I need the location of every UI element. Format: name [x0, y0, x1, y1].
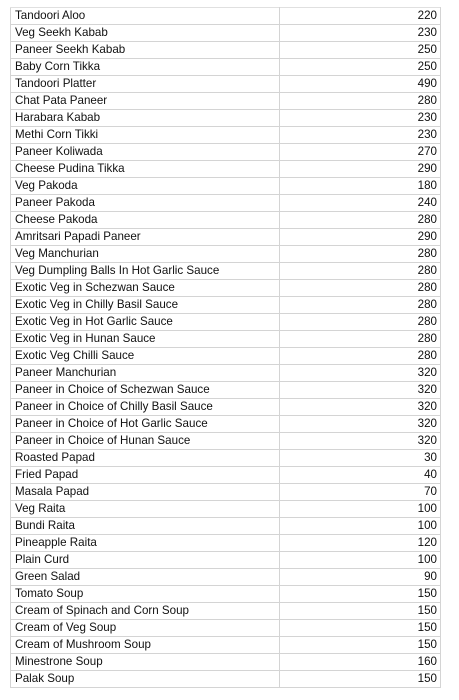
menu-item-price: 280 — [280, 212, 441, 229]
table-row — [11, 603, 441, 620]
menu-item-name: Cheese Pakoda — [11, 212, 280, 229]
menu-item-name: Tandoori Platter — [11, 76, 280, 93]
menu-item-name: Cream of Spinach and Corn Soup — [11, 603, 280, 620]
table-row — [11, 59, 441, 76]
menu-item-name: Plain Curd — [11, 552, 280, 569]
menu-item-price: 320 — [280, 365, 441, 382]
menu-item-price: 270 — [280, 144, 441, 161]
table-row — [11, 93, 441, 110]
menu-item-name: Baby Corn Tikka — [11, 59, 280, 76]
menu-item-price: 250 — [280, 42, 441, 59]
menu-item-name: Fried Papad — [11, 467, 280, 484]
menu-table — [10, 7, 441, 688]
table-row — [11, 246, 441, 263]
menu-item-price: 280 — [280, 280, 441, 297]
menu-item-name: Exotic Veg in Schezwan Sauce — [11, 280, 280, 297]
table-row — [11, 314, 441, 331]
menu-item-price: 290 — [280, 161, 441, 178]
table-row — [11, 127, 441, 144]
menu-item-price: 120 — [280, 535, 441, 552]
table-row — [11, 501, 441, 518]
menu-item-price: 230 — [280, 127, 441, 144]
menu-item-price: 90 — [280, 569, 441, 586]
menu-item-name: Tandoori Aloo — [11, 8, 280, 25]
menu-item-price: 160 — [280, 654, 441, 671]
menu-item-name: Paneer Pakoda — [11, 195, 280, 212]
menu-item-price: 230 — [280, 110, 441, 127]
menu-item-price: 490 — [280, 76, 441, 93]
menu-item-price: 320 — [280, 433, 441, 450]
table-row — [11, 212, 441, 229]
table-row — [11, 552, 441, 569]
menu-item-name: Methi Corn Tikki — [11, 127, 280, 144]
menu-item-name: Paneer Koliwada — [11, 144, 280, 161]
menu-item-name: Cream of Mushroom Soup — [11, 637, 280, 654]
menu-item-price: 150 — [280, 637, 441, 654]
menu-item-name: Pineapple Raita — [11, 535, 280, 552]
menu-item-name: Amritsari Papadi Paneer — [11, 229, 280, 246]
menu-item-name: Paneer Manchurian — [11, 365, 280, 382]
menu-table-body — [11, 8, 441, 688]
menu-item-name: Exotic Veg in Chilly Basil Sauce — [11, 297, 280, 314]
menu-item-price: 320 — [280, 382, 441, 399]
menu-item-price: 290 — [280, 229, 441, 246]
menu-item-price: 320 — [280, 416, 441, 433]
table-row — [11, 331, 441, 348]
menu-item-price: 40 — [280, 467, 441, 484]
menu-item-price: 280 — [280, 314, 441, 331]
menu-item-name: Paneer Seekh Kabab — [11, 42, 280, 59]
table-row — [11, 671, 441, 688]
menu-item-name: Harabara Kabab — [11, 110, 280, 127]
menu-item-name: Cheese Pudina Tikka — [11, 161, 280, 178]
menu-item-name: Chat Pata Paneer — [11, 93, 280, 110]
table-row — [11, 348, 441, 365]
menu-item-price: 150 — [280, 671, 441, 688]
menu-item-name: Exotic Veg Chilli Sauce — [11, 348, 280, 365]
menu-item-price: 100 — [280, 501, 441, 518]
menu-item-price: 280 — [280, 246, 441, 263]
menu-item-name: Bundi Raita — [11, 518, 280, 535]
table-row — [11, 42, 441, 59]
menu-item-price: 230 — [280, 25, 441, 42]
table-row — [11, 518, 441, 535]
menu-item-name: Exotic Veg in Hunan Sauce — [11, 331, 280, 348]
menu-item-price: 240 — [280, 195, 441, 212]
menu-item-price: 250 — [280, 59, 441, 76]
menu-item-price: 280 — [280, 297, 441, 314]
table-row — [11, 569, 441, 586]
menu-item-price: 280 — [280, 348, 441, 365]
menu-item-name: Paneer in Choice of Chilly Basil Sauce — [11, 399, 280, 416]
table-row — [11, 8, 441, 25]
table-row — [11, 195, 441, 212]
table-row — [11, 76, 441, 93]
table-row — [11, 263, 441, 280]
table-row — [11, 399, 441, 416]
menu-item-price: 70 — [280, 484, 441, 501]
menu-item-price: 280 — [280, 331, 441, 348]
menu-item-price: 30 — [280, 450, 441, 467]
table-row — [11, 110, 441, 127]
table-row — [11, 484, 441, 501]
menu-item-price: 150 — [280, 603, 441, 620]
table-row — [11, 161, 441, 178]
menu-item-name: Exotic Veg in Hot Garlic Sauce — [11, 314, 280, 331]
table-row — [11, 178, 441, 195]
table-row — [11, 535, 441, 552]
table-row — [11, 637, 441, 654]
table-row — [11, 144, 441, 161]
table-row — [11, 229, 441, 246]
menu-item-name: Veg Manchurian — [11, 246, 280, 263]
menu-item-name: Veg Raita — [11, 501, 280, 518]
table-row — [11, 433, 441, 450]
table-row — [11, 467, 441, 484]
menu-item-price: 100 — [280, 552, 441, 569]
menu-item-name: Veg Seekh Kabab — [11, 25, 280, 42]
table-row — [11, 654, 441, 671]
table-row — [11, 586, 441, 603]
menu-item-name: Roasted Papad — [11, 450, 280, 467]
table-row — [11, 297, 441, 314]
menu-item-name: Veg Dumpling Balls In Hot Garlic Sauce — [11, 263, 280, 280]
menu-item-price: 150 — [280, 620, 441, 637]
table-row — [11, 416, 441, 433]
menu-item-price: 280 — [280, 263, 441, 280]
table-row — [11, 280, 441, 297]
table-row — [11, 450, 441, 467]
menu-item-price: 220 — [280, 8, 441, 25]
menu-item-name: Tomato Soup — [11, 586, 280, 603]
menu-item-name: Paneer in Choice of Hunan Sauce — [11, 433, 280, 450]
menu-item-name: Paneer in Choice of Schezwan Sauce — [11, 382, 280, 399]
menu-item-name: Veg Pakoda — [11, 178, 280, 195]
menu-item-price: 100 — [280, 518, 441, 535]
menu-sheet — [10, 7, 441, 688]
menu-item-price: 180 — [280, 178, 441, 195]
table-row — [11, 25, 441, 42]
menu-item-name: Green Salad — [11, 569, 280, 586]
menu-item-name: Minestrone Soup — [11, 654, 280, 671]
menu-item-price: 320 — [280, 399, 441, 416]
table-row — [11, 365, 441, 382]
menu-item-name: Palak Soup — [11, 671, 280, 688]
menu-item-price: 280 — [280, 93, 441, 110]
table-row — [11, 620, 441, 637]
menu-item-name: Cream of Veg Soup — [11, 620, 280, 637]
menu-item-name: Paneer in Choice of Hot Garlic Sauce — [11, 416, 280, 433]
menu-item-name: Masala Papad — [11, 484, 280, 501]
menu-item-price: 150 — [280, 586, 441, 603]
table-row — [11, 382, 441, 399]
